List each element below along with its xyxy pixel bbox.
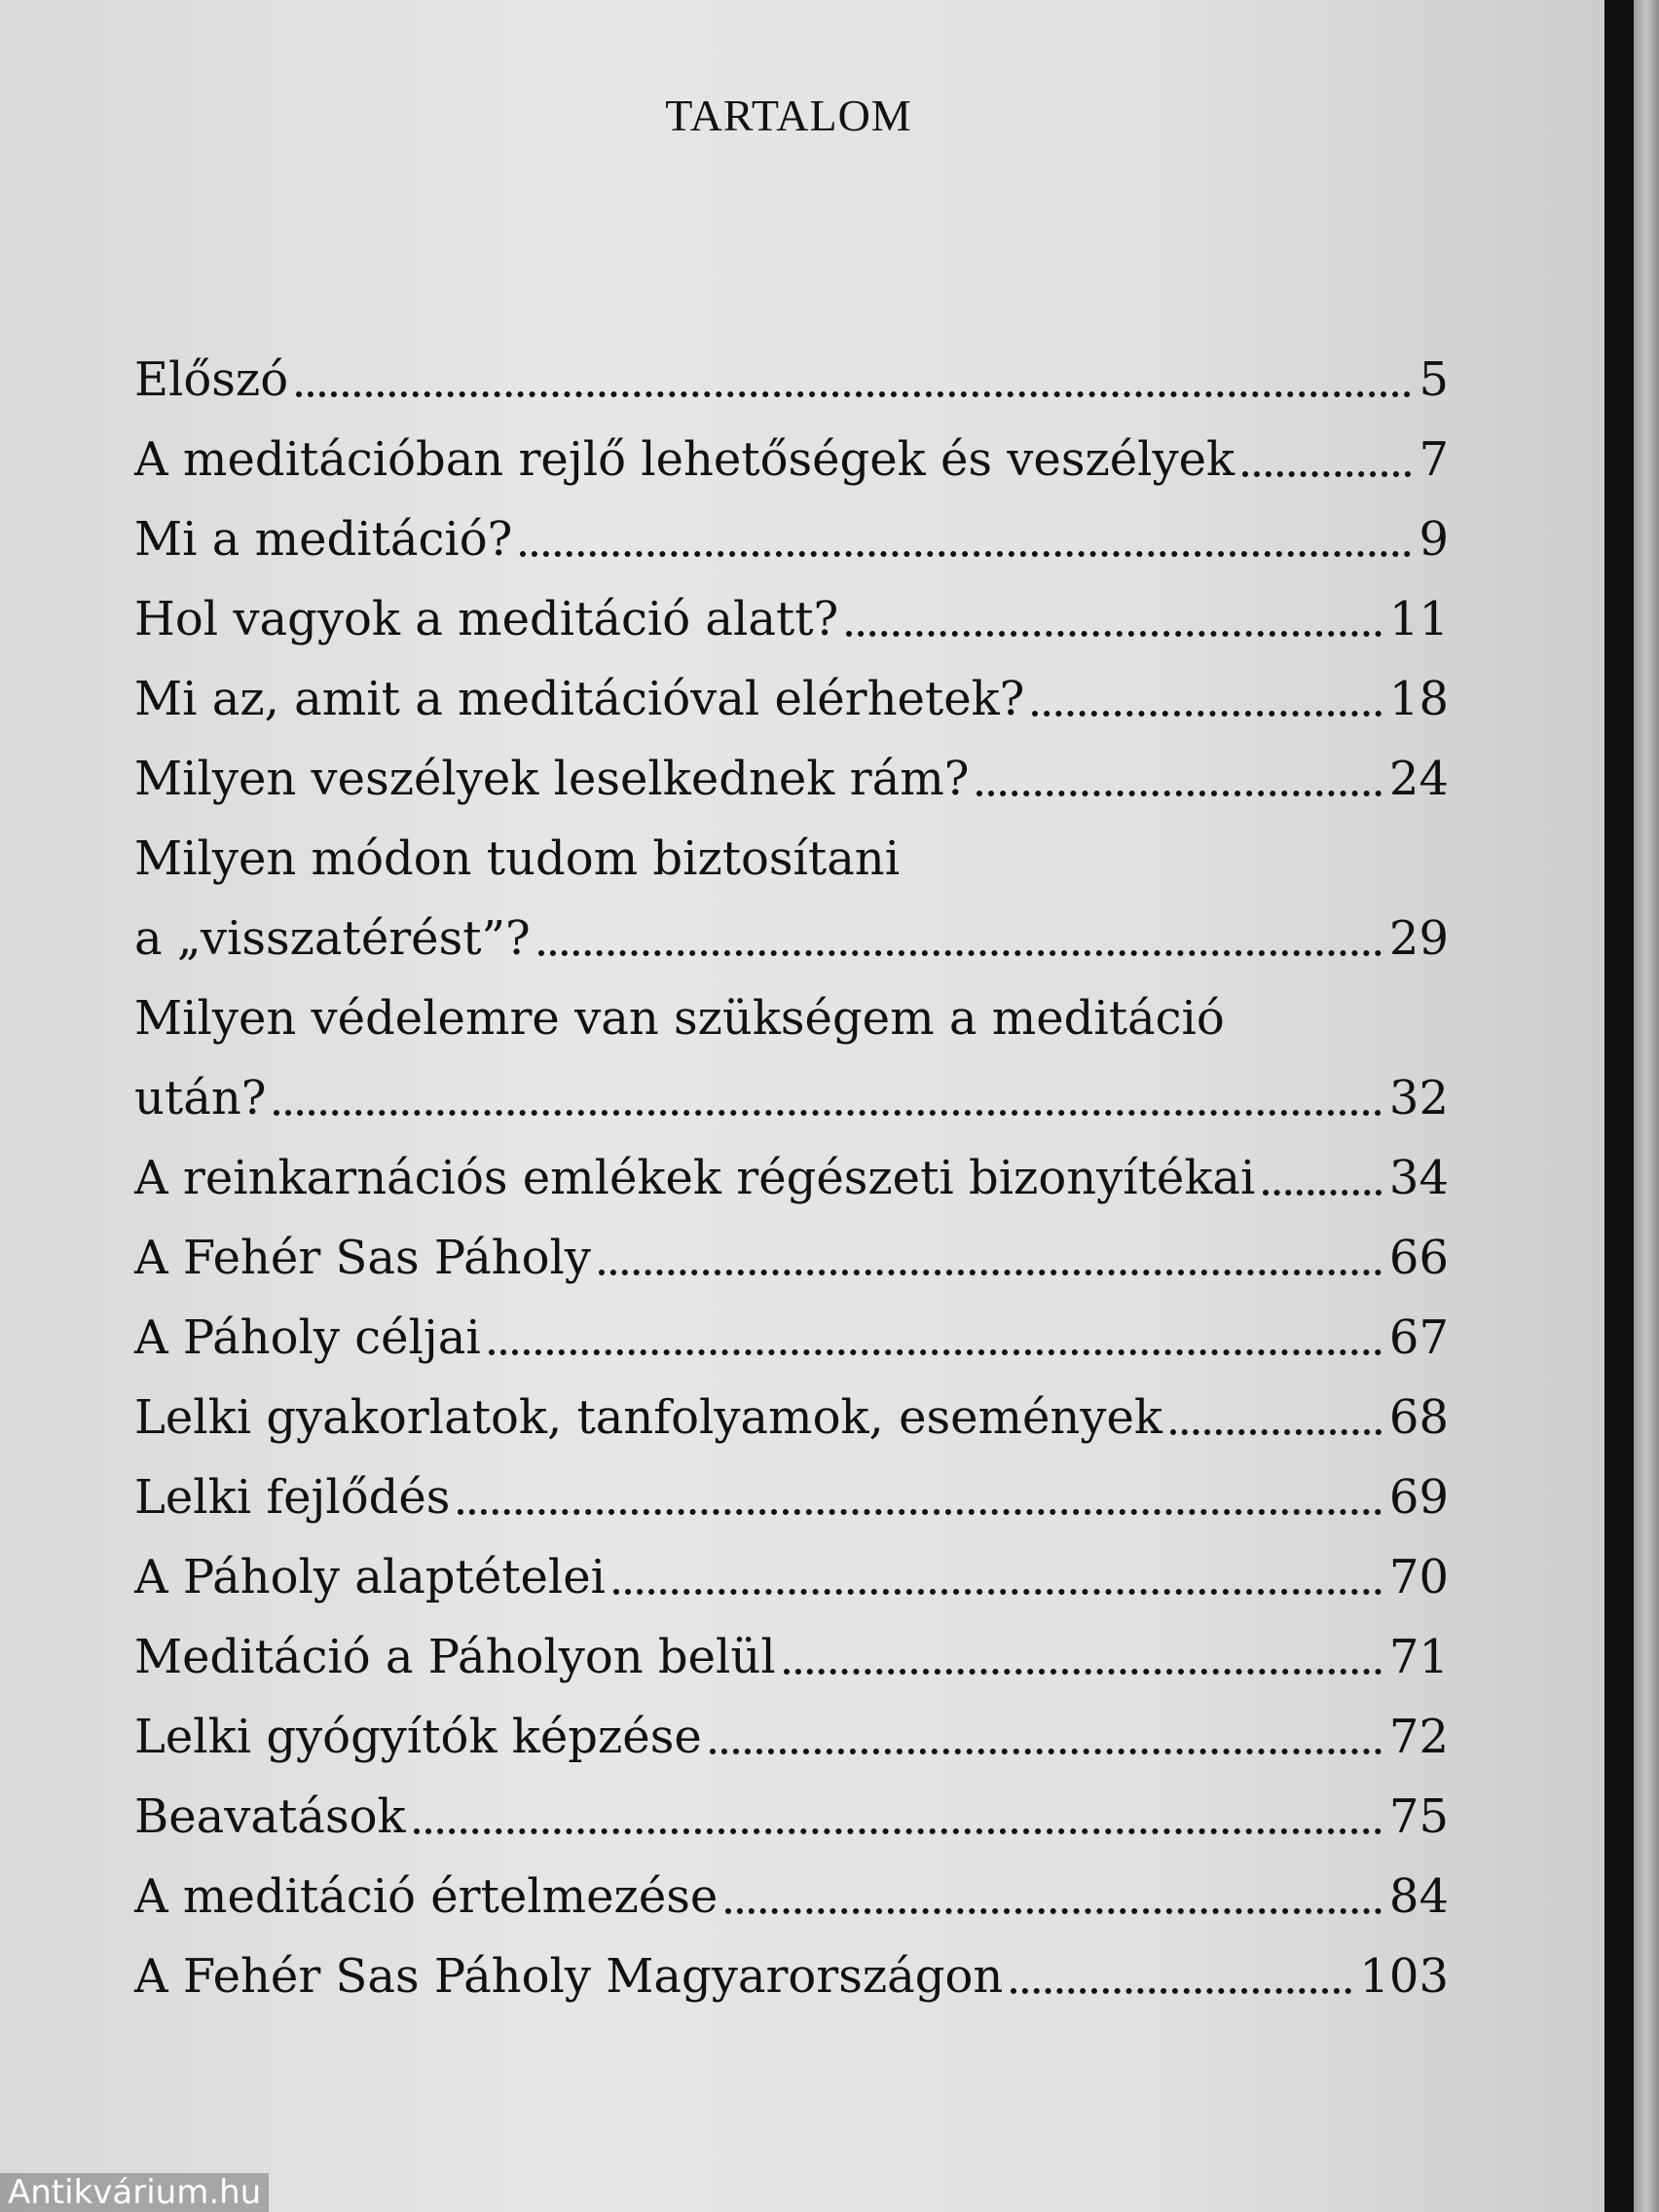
- dot-leader: [489, 1349, 1382, 1355]
- toc-entry: [134, 498, 1449, 578]
- toc-entry-label: a „visszatérést”?: [134, 911, 531, 966]
- toc-entry: [134, 419, 1449, 498]
- dot-leader: [784, 1669, 1382, 1675]
- dot-leader: [977, 791, 1381, 796]
- toc-entry-label: Milyen védelemre van szükségem a meditáció: [134, 991, 1225, 1046]
- toc-entry: [134, 1297, 1449, 1377]
- toc-entry-page: 66: [1388, 1231, 1449, 1285]
- toc-entry: [134, 1616, 1449, 1696]
- toc-entry-label: Mi a meditáció?: [134, 512, 513, 567]
- toc-entry: [134, 1137, 1449, 1217]
- dot-leader: [1263, 1190, 1382, 1196]
- toc-entry-page: 11: [1388, 592, 1449, 646]
- dot-leader: [274, 1110, 1381, 1116]
- toc-entry: [134, 1456, 1449, 1536]
- toc-entry-label: Lelki fejlődés: [134, 1470, 451, 1525]
- toc-entry: [134, 1217, 1449, 1297]
- toc-entry-page: 29: [1388, 911, 1449, 966]
- toc-entry: [134, 738, 1449, 818]
- toc-entry: [134, 1776, 1449, 1856]
- dot-leader: [1242, 471, 1411, 477]
- toc-entry-page: 68: [1388, 1390, 1449, 1445]
- toc-entry-label: A Páholy alaptételei: [134, 1550, 607, 1604]
- toc-entry-page: 84: [1388, 1869, 1449, 1924]
- toc-entry-page: 24: [1388, 752, 1449, 806]
- toc-entry: [134, 1536, 1449, 1616]
- dot-leader: [599, 1270, 1382, 1275]
- toc-entry: [134, 1696, 1449, 1776]
- toc-entry-page: 5: [1419, 352, 1449, 407]
- toc-entry: [134, 1856, 1449, 1936]
- toc-entry-label: után?: [134, 1071, 267, 1125]
- toc-entry-page: 67: [1388, 1310, 1449, 1365]
- toc-entry-label: A Páholy céljai: [134, 1310, 481, 1365]
- watermark: Antikvárium.hu: [0, 2173, 269, 2212]
- toc-entry-label: Előszó: [134, 352, 289, 407]
- toc-entry-label: Hol vagyok a meditáció alatt?: [134, 592, 839, 646]
- toc-entry-label: Mi az, amit a meditációval elérhetek?: [134, 672, 1025, 726]
- toc-entry: [134, 898, 1449, 977]
- toc-entry-label: Milyen módon tudom biztosítani: [134, 831, 901, 886]
- dot-leader: [710, 1749, 1382, 1754]
- toc-entry-page: 71: [1388, 1630, 1449, 1684]
- toc-entry-page: 9: [1419, 512, 1449, 567]
- table-of-contents: [134, 339, 1449, 2015]
- toc-entry-label: Milyen veszélyek leselkednek rám?: [134, 752, 970, 806]
- toc-entry-page: 72: [1388, 1710, 1449, 1764]
- toc-entry-label: A Fehér Sas Páholy Magyarországon: [134, 1949, 1004, 2004]
- dot-leader: [538, 950, 1382, 956]
- page-edge: [1634, 0, 1659, 2212]
- dot-leader: [414, 1828, 1382, 1834]
- toc-entry-label: Lelki gyakorlatok, tanfolyamok, események: [134, 1390, 1162, 1445]
- toc-entry: [134, 1377, 1449, 1456]
- toc-entry: [134, 339, 1449, 419]
- toc-entry: [134, 658, 1449, 738]
- dot-leader: [725, 1908, 1382, 1914]
- toc-entry-page: 75: [1388, 1789, 1449, 1844]
- toc-entry: [134, 977, 1449, 1057]
- dot-leader: [613, 1589, 1382, 1595]
- dot-leader: [1170, 1429, 1382, 1435]
- toc-entry-page: 34: [1388, 1151, 1449, 1205]
- toc-entry-page: 32: [1388, 1071, 1449, 1125]
- toc-entry-page: 103: [1359, 1949, 1449, 2004]
- toc-entry-label: Meditáció a Páholyon belül: [134, 1630, 776, 1684]
- dot-leader: [520, 551, 1411, 557]
- toc-entry-label: A meditációban rejlő lehetőségek és veszélyek: [134, 432, 1235, 487]
- dot-leader: [458, 1509, 1382, 1515]
- toc-entry: [134, 1057, 1449, 1137]
- dot-leader: [296, 391, 1411, 397]
- dot-leader: [1032, 711, 1382, 717]
- dot-leader: [1011, 1988, 1351, 1994]
- toc-entry-label: A reinkarnációs emlékek régészeti bizonyítékai: [134, 1151, 1256, 1205]
- dot-leader: [846, 631, 1382, 637]
- toc-entry-label: Beavatások: [134, 1789, 406, 1844]
- toc-entry: [134, 818, 1449, 898]
- page-title: TARTALOM: [665, 91, 912, 140]
- toc-entry-label: A meditáció értelmezése: [134, 1869, 719, 1924]
- toc-entry-page: 70: [1388, 1550, 1449, 1604]
- toc-entry-page: 7: [1419, 432, 1449, 487]
- toc-entry-label: A Fehér Sas Páholy: [134, 1231, 591, 1285]
- toc-entry: [134, 578, 1449, 658]
- toc-entry-page: 18: [1388, 672, 1449, 726]
- book-spine-shadow: [1604, 0, 1634, 2212]
- toc-entry: [134, 1936, 1449, 2015]
- toc-entry-label: Lelki gyógyítók képzése: [134, 1710, 702, 1764]
- toc-entry-page: 69: [1388, 1470, 1449, 1525]
